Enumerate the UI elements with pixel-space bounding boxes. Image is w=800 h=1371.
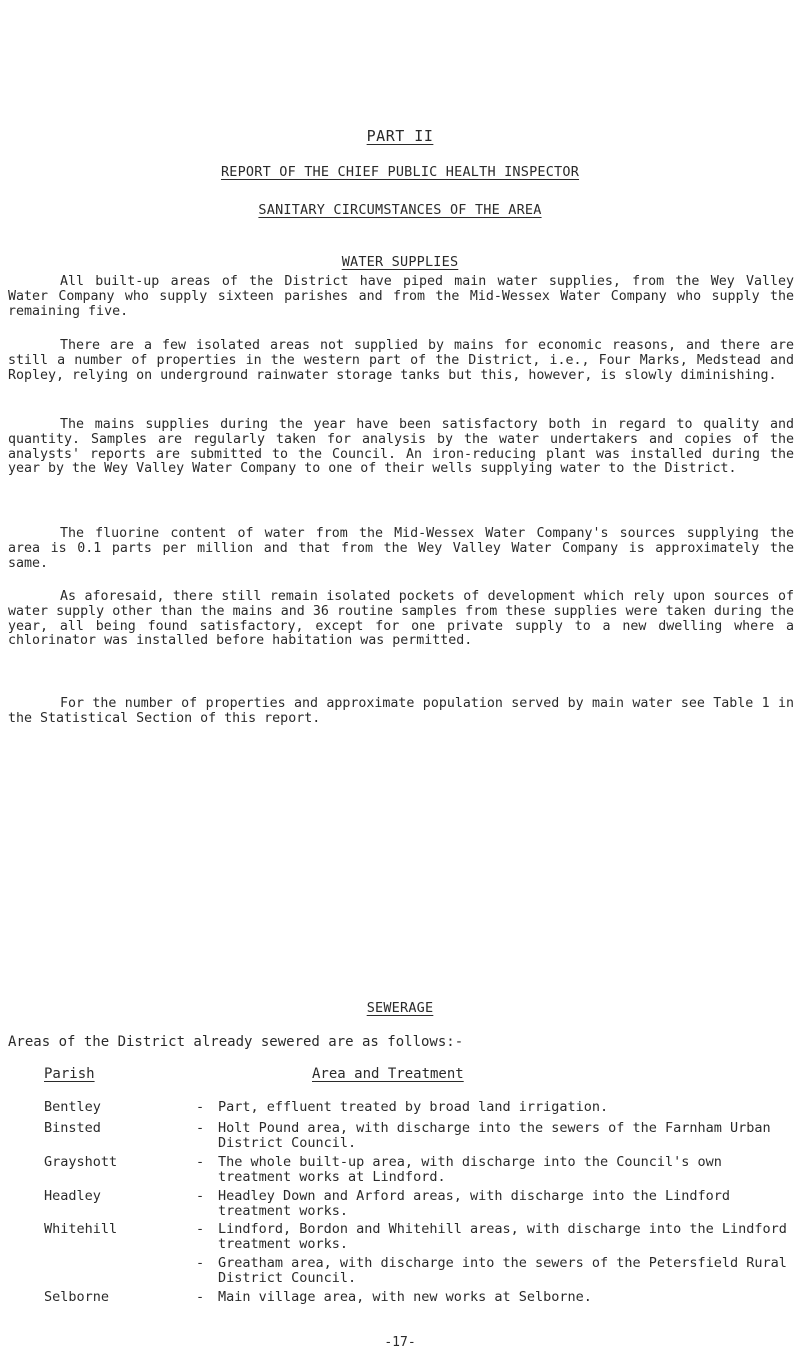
water-paragraph-3: The mains supplies during the year have been satisfactory both in regard to quality and quantity. Samples are regularly taken for analysis by the water undertakers and copies of the analysts' reports are submitted to the Council. An iron-reducing plant was installed during the year by the Wey Valley Water Company to one of their wells supplying water to the District.: [8, 417, 794, 477]
parish-name: Grayshott: [44, 1154, 118, 1170]
parish-name: Bentley: [44, 1099, 101, 1115]
section-heading: [0, 202, 800, 218]
area-treatment: Greatham area, with discharge into the sewers of the Petersfield Rural District Council.: [218, 1255, 787, 1286]
area-treatment: Holt Pound area, with discharge into the sewers of the Farnham Urban District Council.: [218, 1120, 771, 1151]
parish-column-header: Parish: [44, 1066, 95, 1082]
water-supplies-heading-text: WATER SUPPLIES: [341, 254, 459, 270]
row-dash: -: [196, 1221, 205, 1237]
water-supplies-heading: [0, 254, 800, 270]
page-number: -17-: [384, 1335, 416, 1350]
area-column-header: Area and Treatment: [312, 1066, 464, 1082]
water-paragraph-2: There are a few isolated areas not supplied by mains for economic reasons, and there are still a number of properties in the western part of the District, i.e., Four Marks, Medstead and Ropley, relying on underground rainwater storage tanks but this, however, is slowly diminishing.: [8, 338, 794, 383]
sewerage-heading: [0, 1000, 800, 1016]
area-treatment: Part, effluent treated by broad land irrigation.: [218, 1099, 609, 1115]
report-heading-text: REPORT OF THE CHIEF PUBLIC HEALTH INSPECTOR: [220, 164, 580, 180]
row-dash: -: [196, 1255, 205, 1271]
row-dash: -: [196, 1099, 205, 1115]
water-paragraph-5: As aforesaid, there still remain isolated pockets of development which rely upon sources of water supply other than the mains and 36 routine samples from these supplies were taken during the year, all being found satisfactory, except for one private supply to a new dwelling where a chlorinator was installed before habitation was permitted.: [8, 589, 794, 649]
sewerage-intro: Areas of the District already sewered are as follows:-: [8, 1034, 464, 1050]
water-paragraph-1: All built-up areas of the District have piped main water supplies, from the Wey Valley Water Company who supply sixteen parishes and from the Mid-Wessex Water Company who supply the remaining five.: [8, 274, 794, 319]
area-treatment: Headley Down and Arford areas, with discharge into the Lindford treatment works.: [218, 1188, 731, 1219]
section-heading-text: SANITARY CIRCUMSTANCES OF THE AREA: [258, 202, 542, 218]
part-heading: [0, 127, 800, 145]
report-heading: [0, 164, 800, 180]
parish-name: Headley: [44, 1188, 101, 1204]
area-treatment: Main village area, with new works at Selborne.: [218, 1289, 592, 1305]
row-dash: -: [196, 1188, 205, 1204]
sewerage-heading-text: SEWERAGE: [366, 1000, 434, 1016]
row-dash: -: [196, 1120, 205, 1136]
part-heading-text: PART II: [366, 127, 434, 145]
water-paragraph-6: For the number of properties and approximate population served by main water see Table 1 in the Statistical Section of this report.: [8, 696, 794, 726]
parish-name: Selborne: [44, 1289, 110, 1305]
area-treatment: The whole built-up area, with discharge into the Council's own treatment works at Lindford.: [218, 1154, 722, 1185]
water-paragraph-4: The fluorine content of water from the Mid-Wessex Water Company's sources supplying the area is 0.1 parts per million and that from the Wey Valley Water Company is approximately the same.: [8, 526, 794, 571]
row-dash: -: [196, 1289, 205, 1305]
row-dash: -: [196, 1154, 205, 1170]
area-treatment: Lindford, Bordon and Whitehill areas, with discharge into the Lindford treatment works.: [218, 1221, 787, 1252]
parish-name: Binsted: [44, 1120, 101, 1136]
parish-name: Whitehill: [44, 1221, 118, 1237]
